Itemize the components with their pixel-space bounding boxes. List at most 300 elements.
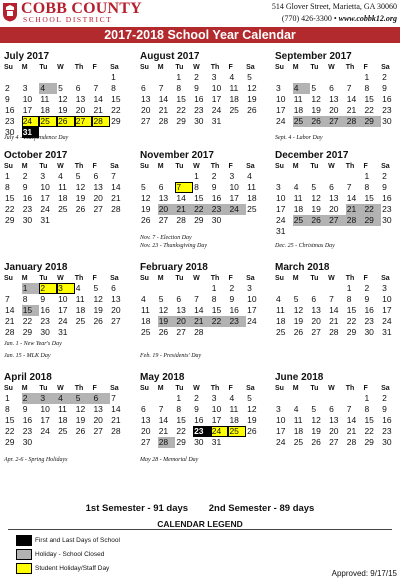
day-cell: 24 (40, 204, 50, 214)
day-cell: 25 (58, 204, 68, 214)
day-cell: 3 (22, 83, 28, 93)
day-cell: 23 (22, 426, 33, 436)
weekday-label: W (57, 64, 64, 71)
day-cell: 12 (75, 182, 86, 192)
month-calendar (275, 262, 399, 338)
day-cell: 17 (40, 193, 50, 203)
day-cell: 24 (211, 105, 222, 115)
weekday-label: Tu (175, 163, 184, 170)
notes-april (4, 456, 128, 464)
day-cell: 31 (211, 437, 222, 447)
weekday-label: Su (4, 275, 13, 282)
day-cell: 2 (382, 393, 387, 403)
day-cell: 14 (158, 94, 169, 104)
day-cell (246, 215, 264, 226)
week-row (140, 294, 264, 305)
day-cell: 9 (5, 94, 10, 104)
day-cell: 27 (75, 116, 93, 127)
district-phone: (770) 426-3300 • (281, 14, 337, 23)
day-cell: 13 (141, 94, 151, 104)
day-cell (158, 393, 176, 404)
day-cell: 7 (111, 393, 116, 403)
day-cell: 15 (364, 193, 374, 203)
day-cell: 25 (293, 437, 304, 447)
day-cell (275, 393, 293, 404)
day-cell: 28 (158, 116, 169, 126)
legend-swatch (16, 549, 32, 560)
weekday-label: M (21, 275, 28, 282)
day-cell: 19 (247, 94, 257, 104)
day-cell (346, 171, 364, 182)
day-cell (39, 72, 57, 83)
day-cell: 30 (5, 127, 15, 137)
week-row (275, 305, 399, 316)
day-cell: 2 (211, 171, 217, 181)
week-row (275, 72, 399, 83)
day-cell: 20 (93, 415, 103, 425)
day-cell (57, 437, 75, 448)
day-cell: 16 (382, 193, 392, 203)
day-cell (363, 226, 381, 237)
day-cell: 14 (111, 182, 121, 192)
day-cell: 10 (229, 182, 239, 192)
day-cell: 11 (58, 182, 67, 192)
day-cell: 30 (382, 116, 392, 126)
day-cell: 18 (229, 94, 239, 104)
day-cell: 27 (311, 327, 321, 337)
day-cell: 22 (193, 204, 211, 215)
day-cell (140, 283, 158, 294)
day-cell: 27 (329, 437, 339, 447)
day-cell: 3 (57, 283, 75, 294)
day-cell (140, 393, 158, 404)
notes-september (275, 134, 399, 142)
day-cell (4, 283, 22, 294)
day-cell: 8 (211, 294, 217, 304)
day-cell (246, 437, 264, 448)
day-cell: 24 (247, 316, 257, 326)
day-cell: 7 (158, 83, 164, 93)
week-row (4, 327, 128, 338)
week-row (140, 116, 264, 127)
day-cell: 28 (176, 215, 186, 225)
day-cell: 15 (176, 94, 186, 104)
day-cell: 7 (111, 171, 116, 181)
week-row (140, 404, 264, 415)
day-cell: 26 (141, 215, 151, 225)
weekday-label: M (157, 163, 164, 170)
day-cell: 11 (75, 294, 85, 304)
weekday-label: W (57, 385, 64, 392)
day-cell: 15 (194, 193, 204, 203)
day-cell: 20 (175, 316, 193, 327)
day-cell: 4 (293, 83, 311, 94)
day-cell: 19 (75, 415, 86, 425)
day-cell: 14 (329, 305, 339, 315)
day-cell: 1 (5, 171, 10, 181)
weekday-label: Su (4, 385, 13, 392)
weekday-header (4, 63, 128, 72)
day-cell: 11 (141, 305, 150, 315)
month-name: February 2018 (140, 262, 208, 273)
weekday-label: Su (4, 64, 13, 71)
first-semester-days: 1st Semester - 91 days (85, 503, 189, 514)
week-row (140, 426, 264, 437)
legend-swatch (16, 535, 32, 546)
day-cell: 16 (364, 305, 374, 315)
day-cell: 12 (311, 415, 321, 425)
day-cell: 20 (329, 105, 339, 115)
day-cell: 19 (247, 415, 257, 425)
day-cell: 7 (346, 182, 352, 192)
day-cell: 21 (93, 105, 103, 115)
week-row (140, 316, 264, 327)
weekday-label: Sa (110, 163, 119, 170)
day-cell: 16 (194, 415, 204, 425)
day-cell: 21 (329, 316, 339, 326)
day-cell: 28 (346, 215, 364, 226)
day-cell (346, 72, 364, 83)
day-cell: 4 (229, 393, 235, 403)
day-cell: 5 (141, 182, 146, 192)
weekday-label: Th (210, 64, 220, 71)
week-row (140, 327, 264, 338)
month-calendar (4, 372, 128, 448)
month-name: June 2018 (275, 372, 324, 383)
day-cell: 23 (382, 426, 392, 436)
weekday-label: Tu (39, 275, 48, 282)
day-cell: 9 (382, 83, 387, 93)
day-cell (293, 171, 311, 182)
day-cell: 7 (346, 404, 352, 414)
second-semester-days: 2nd Semester - 89 days (208, 503, 315, 514)
day-cell: 1 (364, 393, 370, 403)
weekday-label: Th (210, 275, 220, 282)
day-cell (310, 72, 328, 83)
day-cell: 22 (346, 316, 357, 326)
day-cell: 29 (364, 437, 374, 447)
week-row (140, 393, 264, 404)
month-name: November 2017 (140, 150, 214, 161)
day-cell: 31 (40, 215, 50, 225)
day-cell (175, 171, 193, 182)
day-cell (158, 283, 176, 294)
notes-december (275, 242, 399, 250)
day-cell (4, 72, 22, 83)
day-cell: 30 (382, 215, 392, 225)
page-header (0, 0, 400, 26)
day-cell: 15 (364, 415, 374, 425)
day-cell: 27 (328, 116, 346, 127)
day-cell: 6 (93, 171, 99, 181)
week-row (4, 283, 128, 294)
legend-label: Holiday - School Closed (35, 551, 105, 558)
day-cell (275, 283, 293, 294)
day-cell: 19 (58, 105, 68, 115)
day-cell: 16 (194, 94, 204, 104)
day-cell: 20 (141, 426, 151, 436)
weekday-header (140, 63, 264, 72)
day-cell (175, 283, 193, 294)
day-cell: 17 (22, 105, 33, 115)
day-cell: 5 (311, 182, 317, 192)
day-cell: 22 (364, 426, 374, 436)
weekday-label: Su (275, 385, 284, 392)
day-cell: 11 (247, 182, 256, 192)
day-cell: 15 (5, 415, 15, 425)
day-cell: 18 (293, 105, 304, 115)
day-cell: 16 (22, 415, 33, 425)
day-cell: 14 (176, 193, 186, 203)
day-cell: 29 (194, 215, 204, 225)
day-cell: 30 (194, 437, 204, 447)
day-cell: 9 (229, 294, 235, 304)
weekday-label: Tu (310, 385, 319, 392)
day-cell (39, 437, 57, 448)
day-cell (310, 226, 328, 237)
notes-november (140, 234, 264, 250)
day-cell: 16 (5, 105, 15, 115)
day-cell: 26 (247, 105, 257, 115)
day-cell: 25 (75, 316, 86, 326)
weekday-label: Su (140, 64, 149, 71)
day-cell: 13 (93, 182, 103, 192)
day-cell: 23 (40, 316, 50, 326)
day-cell: 22 (176, 426, 186, 436)
day-cell (246, 327, 264, 338)
day-cell: 7 (329, 294, 334, 304)
day-cell: 7 (158, 404, 164, 414)
day-cell: 25 (276, 327, 286, 337)
week-row (275, 83, 399, 94)
week-row (275, 437, 399, 448)
day-cell: 10 (211, 404, 222, 414)
day-cell: 4 (293, 182, 299, 192)
weekday-label: W (328, 385, 335, 392)
note-text: Feb. 19 - Presidents' Day (140, 353, 202, 359)
day-cell: 17 (211, 415, 222, 425)
day-cell: 11 (293, 94, 303, 104)
day-cell: 1 (364, 171, 370, 181)
day-cell (75, 327, 93, 338)
day-cell: 9 (364, 294, 370, 304)
day-cell: 22 (363, 204, 381, 215)
day-cell: 1 (111, 72, 116, 82)
week-row (4, 94, 128, 105)
weekday-label: Th (345, 163, 355, 170)
weekday-label: W (328, 163, 335, 170)
day-cell: 26 (75, 426, 86, 436)
day-cell (140, 171, 158, 182)
weekday-header (275, 162, 399, 171)
day-cell: 5 (311, 404, 317, 414)
day-cell: 18 (293, 426, 304, 436)
weekday-label: W (193, 385, 200, 392)
notes-may (140, 456, 264, 464)
day-cell (310, 283, 328, 294)
day-cell (228, 437, 246, 448)
day-cell: 7 (93, 83, 99, 93)
weekday-label: Sa (381, 275, 390, 282)
day-cell: 26 (311, 437, 321, 447)
day-cell: 20 (329, 426, 339, 436)
day-cell: 6 (141, 83, 146, 93)
week-row (275, 171, 399, 182)
day-cell: 14 (158, 415, 169, 425)
day-cell: 21 (193, 316, 211, 327)
day-cell: 10 (58, 294, 68, 304)
district-name: COBB COUNTY (21, 0, 142, 17)
day-cell (293, 226, 311, 237)
day-cell: 12 (311, 193, 321, 203)
day-cell (275, 171, 293, 182)
day-cell: 21 (346, 426, 357, 436)
week-row (275, 283, 399, 294)
week-row (275, 226, 399, 237)
day-cell: 28 (92, 116, 110, 127)
weekday-label: Sa (246, 163, 255, 170)
day-cell (57, 215, 75, 226)
weekday-header (275, 274, 399, 283)
day-cell: 9 (211, 182, 217, 192)
approval-date: Approved: 9/17/15 (331, 569, 397, 578)
day-cell: 15 (111, 94, 121, 104)
day-cell: 27 (141, 116, 151, 126)
day-cell: 12 (311, 94, 321, 104)
weekday-label: M (157, 64, 164, 71)
weekday-label: Su (140, 385, 149, 392)
note-text: May 28 - Memorial Day (140, 457, 199, 463)
week-row (4, 83, 128, 94)
day-cell: 13 (329, 193, 339, 203)
day-cell (381, 226, 399, 237)
weekday-label: Tu (39, 64, 48, 71)
day-cell: 14 (346, 94, 357, 104)
day-cell: 18 (58, 415, 68, 425)
day-cell: 31 (276, 226, 286, 236)
weekday-label: M (292, 64, 299, 71)
day-cell: 4 (75, 283, 81, 293)
day-cell: 22 (176, 105, 186, 115)
day-cell: 2 (22, 393, 40, 404)
weekday-label: Sa (381, 385, 390, 392)
weekday-label: M (157, 275, 164, 282)
day-cell: 15 (364, 94, 374, 104)
day-cell: 23 (228, 316, 246, 327)
day-cell: 13 (311, 305, 321, 315)
day-cell: 21 (158, 426, 169, 436)
week-row (140, 437, 264, 448)
day-cell: 29 (5, 215, 15, 225)
day-cell: 21 (346, 105, 357, 115)
day-cell: 24 (276, 437, 286, 447)
weekday-label: Tu (310, 64, 319, 71)
day-cell (328, 72, 346, 83)
day-cell: 9 (194, 83, 199, 93)
day-cell: 3 (276, 182, 281, 192)
weekday-label: Th (74, 64, 84, 71)
day-cell: 8 (194, 182, 199, 192)
day-cell: 12 (247, 83, 257, 93)
week-row (4, 294, 128, 305)
weekday-label: Tu (310, 163, 319, 170)
day-cell: 26 (247, 426, 257, 436)
weekday-label: F (92, 275, 97, 282)
weekday-label: F (92, 64, 97, 71)
day-cell: 5 (311, 83, 317, 93)
day-cell: 26 (158, 327, 169, 337)
day-cell: 4 (57, 393, 75, 404)
day-cell: 6 (111, 283, 116, 293)
day-cell (310, 393, 328, 404)
day-cell: 8 (364, 182, 370, 192)
day-cell: 26 (93, 316, 103, 326)
day-cell (228, 215, 246, 226)
weekday-label: M (157, 385, 164, 392)
day-cell (110, 327, 128, 338)
day-cell: 25 (293, 215, 311, 226)
day-cell: 25 (293, 116, 311, 127)
day-cell: 18 (229, 415, 239, 425)
day-cell: 17 (40, 415, 50, 425)
day-cell: 8 (22, 294, 28, 304)
day-cell: 13 (158, 193, 169, 203)
day-cell: 13 (329, 94, 339, 104)
weekday-label: Sa (246, 275, 255, 282)
week-row (140, 171, 264, 182)
day-cell: 17 (229, 193, 239, 203)
day-cell: 10 (247, 294, 257, 304)
day-cell: 4 (58, 171, 63, 181)
day-cell: 26 (75, 204, 86, 214)
day-cell: 6 (141, 404, 146, 414)
weekday-label: Tu (39, 385, 48, 392)
day-cell: 3 (39, 393, 57, 404)
day-cell: 24 (40, 426, 50, 436)
weekday-label: Sa (246, 385, 255, 392)
weekday-header (140, 384, 264, 393)
day-cell: 17 (276, 204, 286, 214)
day-cell: 25 (58, 426, 68, 436)
day-cell: 16 (382, 94, 392, 104)
day-cell (158, 72, 176, 83)
day-cell: 20 (311, 316, 321, 326)
day-cell: 9 (40, 294, 46, 304)
weekday-label: F (363, 64, 368, 71)
note-text: Jan. 1 - New Year's Day (4, 341, 62, 347)
day-cell: 22 (364, 105, 374, 115)
day-cell: 4 (247, 171, 252, 181)
note-text: July 4 - Independence Day (4, 135, 69, 141)
week-row (140, 305, 264, 316)
day-cell: 1 (176, 393, 182, 403)
weekday-label: F (228, 385, 233, 392)
day-cell: 29 (5, 437, 15, 447)
day-cell: 23 (211, 204, 229, 215)
weekday-header (4, 274, 128, 283)
day-cell: 28 (5, 327, 15, 337)
weekday-header (140, 274, 264, 283)
day-cell: 27 (93, 426, 103, 436)
day-cell: 17 (58, 305, 68, 315)
day-cell: 24 (211, 426, 229, 437)
day-cell: 27 (141, 437, 151, 447)
day-cell: 19 (311, 426, 321, 436)
day-cell: 12 (93, 294, 103, 304)
district-seal-icon (2, 2, 18, 22)
day-cell: 11 (229, 83, 239, 93)
weekday-label: F (363, 163, 368, 170)
